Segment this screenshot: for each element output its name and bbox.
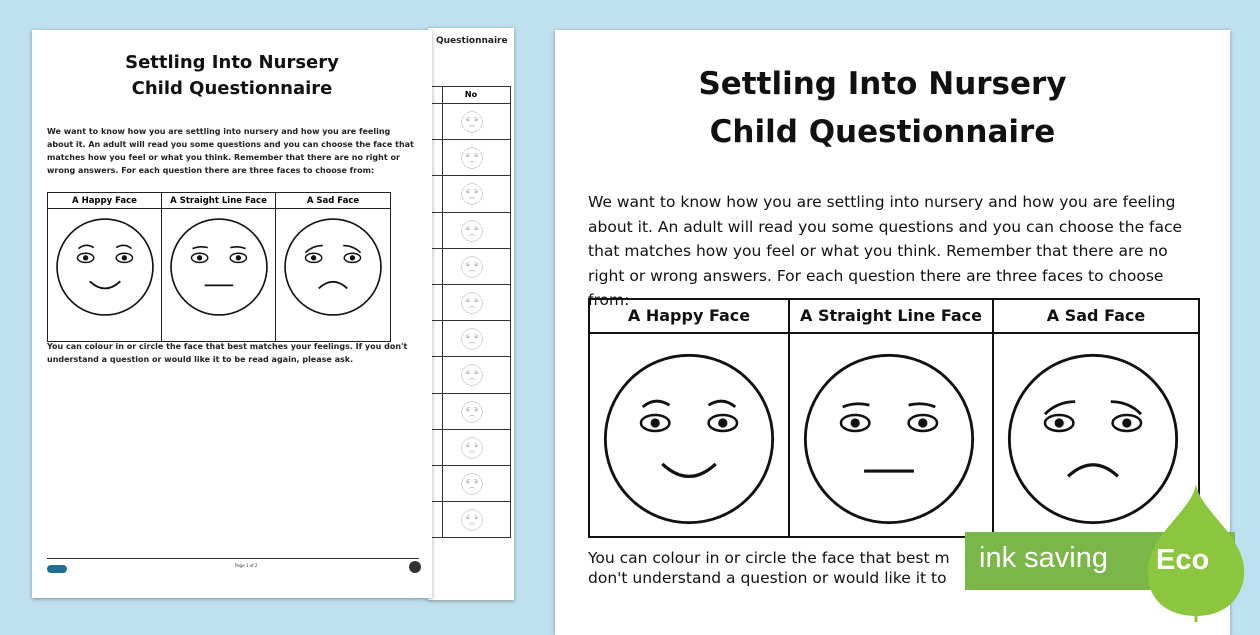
answer-row	[432, 321, 510, 357]
answer-row	[432, 176, 510, 212]
right-instructions-line2: don't understand a question or would like it to	[588, 569, 947, 587]
sad-face-icon	[461, 256, 483, 278]
right-head-happy: A Happy Face	[590, 300, 790, 334]
sad-face-icon	[461, 292, 483, 314]
sad-face-icon	[461, 437, 483, 459]
answer-row	[432, 140, 510, 176]
answer-row	[432, 394, 510, 430]
sad-face-icon	[461, 328, 483, 350]
answer-row	[432, 249, 510, 285]
sad-face-icon	[461, 111, 483, 133]
sad-face-icon	[461, 183, 483, 205]
answer-row	[432, 213, 510, 249]
eco-leaf-icon	[1140, 482, 1252, 622]
left-instructions-text: You can colour in or circle the face that best matches your feelings. If you don't understand a question or would like it to be read again, please ask.	[47, 342, 408, 364]
right-head-straight: A Straight Line Face	[790, 300, 994, 334]
sad-face-icon	[461, 509, 483, 531]
page-number: Page 1 of 2	[235, 563, 258, 568]
straight-face-icon	[168, 216, 270, 318]
sad-face-icon	[461, 147, 483, 169]
right-head-sad: A Sad Face	[994, 300, 1198, 334]
answer-row	[432, 502, 510, 537]
sad-face-icon	[461, 473, 483, 495]
left-page-footer	[47, 558, 419, 577]
left-title-line1: Settling Into Nursery	[125, 52, 339, 73]
straight-face-icon	[800, 350, 978, 528]
left-intro-text: We want to know how you are settling into nursery and how you are feeling about it. An adult will read you some questions and you can choose the face that matches how you feel or what you think. Remember that there are no right or wrong answers. For each question there are three faces to choose from:	[47, 127, 414, 175]
right-page-title	[555, 60, 1210, 156]
left-page-title	[32, 50, 432, 102]
left-head-sad: A Sad Face	[276, 193, 390, 209]
left-faces-table	[47, 192, 391, 342]
answer-row	[432, 466, 510, 502]
right-instructions-line1: You can colour in or circle the face that best m	[588, 549, 950, 567]
right-intro-text: We want to know how you are settling into nursery and how you are feeling about it. An adult will read you some questions and you can choose the face that matches how you feel or what you think. Remember that there are no right or wrong answers. For each question there are three faces to choose from:	[588, 193, 1183, 309]
right-title-line2: Child Questionnaire	[709, 114, 1056, 150]
left-head-straight: A Straight Line Face	[162, 193, 276, 209]
sad-face-icon	[461, 220, 483, 242]
back-page-sheet	[428, 28, 514, 600]
sad-face-icon	[461, 401, 483, 423]
right-faces-table	[588, 298, 1200, 538]
happy-face-icon	[54, 216, 156, 318]
sad-face-icon	[461, 364, 483, 386]
answer-column-header: No	[432, 87, 510, 104]
right-title-line1: Settling Into Nursery	[698, 66, 1067, 102]
answer-table	[431, 86, 511, 538]
answer-row	[432, 430, 510, 466]
left-head-happy: A Happy Face	[48, 193, 162, 209]
answer-row	[432, 285, 510, 321]
happy-face-icon	[600, 350, 778, 528]
left-title-line2: Child Questionnaire	[131, 78, 333, 99]
ink-saving-label: ink saving	[979, 542, 1108, 574]
left-page-sheet	[32, 30, 432, 598]
answer-row	[432, 104, 510, 140]
brand-logo-icon	[47, 565, 67, 573]
certification-badge-icon	[409, 561, 421, 573]
answer-row	[432, 357, 510, 393]
eco-label: Eco	[1156, 544, 1210, 576]
back-page-column-title: Questionnaire	[436, 36, 508, 46]
sad-face-icon	[282, 216, 384, 318]
